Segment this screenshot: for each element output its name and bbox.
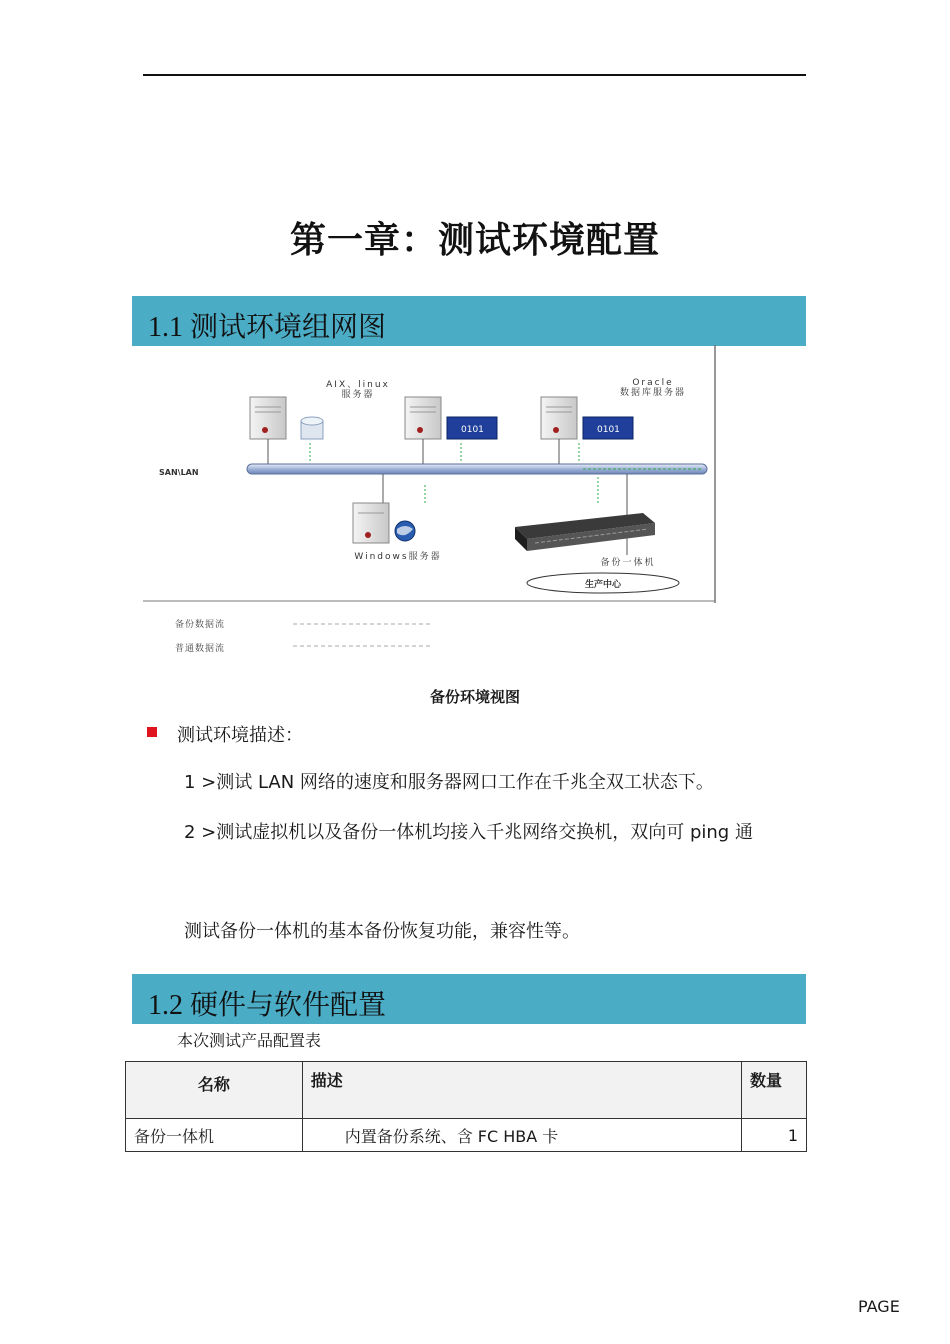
- network-diagram: [143, 345, 723, 660]
- aix-server-icon: [250, 397, 323, 439]
- center-label: 生产中心: [584, 580, 622, 590]
- section-heading-1-2: [132, 974, 806, 1024]
- chapter-title: 第一章：测试环境配置: [289, 220, 660, 261]
- network-label: SAN\LAN: [159, 468, 199, 477]
- cell-quantity: 1: [742, 1119, 807, 1152]
- header-description: 描述: [302, 1062, 741, 1119]
- windows-label: Windows服务器: [354, 552, 442, 562]
- windows-server-icon: [353, 503, 415, 543]
- description-line-1: 1 >测试 LAN 网络的速度和服务器网口工作在千兆全双工状态下。: [184, 772, 714, 793]
- appliance-label: 备份一体机: [600, 558, 656, 568]
- cell-description: 内置备份系统、含 FC HBA 卡: [302, 1119, 741, 1152]
- oracle-sub-label: 数据库服务器: [619, 388, 687, 398]
- app-server-icon: [405, 397, 497, 439]
- table-caption: 本次测试产品配置表: [177, 1031, 322, 1050]
- aix-sub-label: 服务器: [341, 390, 375, 400]
- oracle-label: Oracle: [632, 378, 674, 388]
- legend-normal-label: 普通数据流: [175, 644, 226, 654]
- description-heading: 测试环境描述：: [177, 725, 303, 746]
- description-line-3: 测试备份一体机的基本备份恢复功能，兼容性等。: [184, 921, 580, 942]
- description-line-2: 2 >测试虚拟机以及备份一体机均接入千兆网络交换机，双向可 ping 通: [184, 822, 753, 843]
- section-title: 1.1 测试环境组网图: [148, 312, 387, 343]
- cell-name: 备份一体机: [126, 1119, 303, 1152]
- table-header-row: [126, 1062, 807, 1119]
- header-quantity: 数量: [742, 1062, 807, 1119]
- section-heading-1-1: [132, 296, 806, 346]
- chip-text: 0101: [461, 425, 484, 435]
- oracle-server-icon: [541, 397, 633, 439]
- backup-appliance-icon: [515, 513, 655, 551]
- aix-label: AIX、linux: [326, 380, 390, 390]
- chip-text-2: 0101: [597, 425, 620, 435]
- header-name: 名称: [126, 1062, 303, 1119]
- header-rule: [143, 74, 806, 76]
- figure-caption: 备份环境视图: [429, 688, 520, 706]
- page-label: PAGE: [858, 1297, 900, 1316]
- legend-backup-label: 备份数据流: [175, 620, 226, 630]
- bullet-square-icon: [147, 727, 157, 737]
- section-title: 1.2 硬件与软件配置: [148, 990, 387, 1021]
- table-row: [126, 1119, 807, 1152]
- config-table: [125, 1061, 807, 1152]
